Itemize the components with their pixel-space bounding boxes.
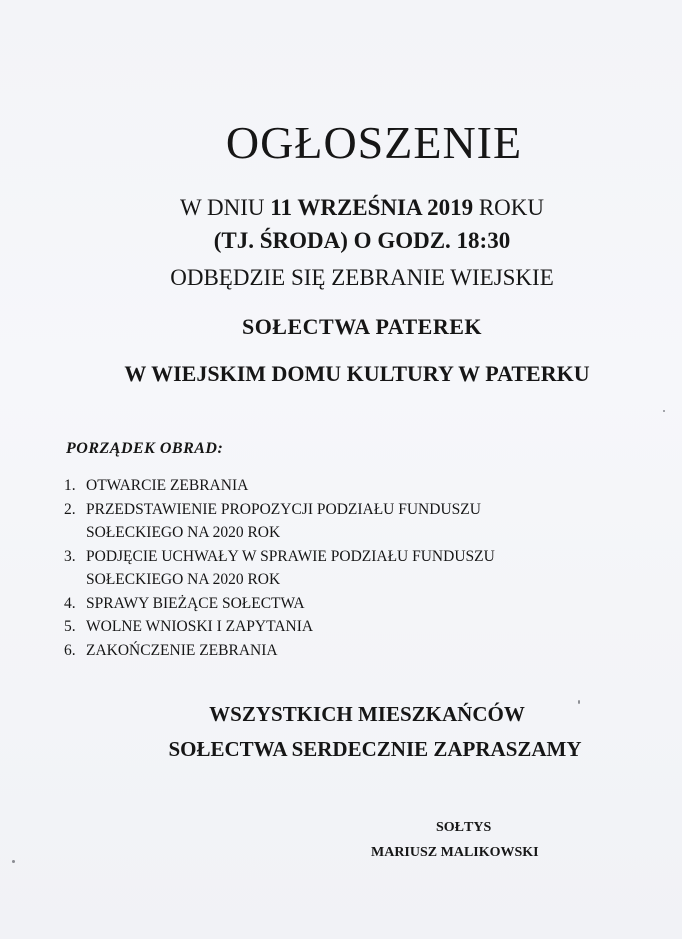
agenda-item-text-line: SOŁECKIEGO NA 2020 ROK: [86, 571, 281, 588]
meeting-date: 11 WRZEŚNIA 2019: [270, 195, 474, 220]
agenda-item: [64, 615, 495, 639]
agenda-item-text: ZAKOŃCZENIE ZEBRANIA: [86, 641, 278, 659]
meeting-description-line: ODBĘDZIE SIĘ ZEBRANIE WIEJSKIE: [170, 265, 554, 290]
agenda-item-text: OTWARCIE ZEBRANIA: [86, 477, 249, 494]
meeting-time-line: (TJ. ŚRODA) O GODZ. 18:30: [213, 228, 511, 253]
invitation-line-2: SOŁECTWA SERDECZNIE ZAPRASZAMY: [168, 737, 582, 761]
agenda-item: [64, 592, 495, 616]
agenda-heading: PORZĄDEK OBRAD:: [66, 440, 224, 457]
meeting-venue-line: W WIEJSKIM DOMU KULTURY W PATERKU: [124, 361, 590, 386]
agenda-item-number: 3.: [64, 547, 76, 565]
agenda-item: [64, 474, 495, 498]
agenda-item-text-line: PRZEDSTAWIENIE PROPOZYCJI PODZIAŁU FUNDUSZU: [86, 500, 481, 518]
signature-role: SOŁTYS: [436, 820, 492, 835]
agenda-item: [64, 545, 495, 592]
agenda-item-number: 1.: [64, 477, 76, 494]
agenda-item-number: 6.: [64, 641, 76, 659]
date-prefix: W DNIU: [179, 195, 271, 220]
signature-name: MARIUSZ MALIKOWSKI: [371, 845, 539, 860]
date-suffix: ROKU: [473, 195, 545, 220]
agenda-item-text-line: SOŁECKIEGO NA 2020 ROK: [86, 524, 281, 541]
agenda-list: [64, 474, 495, 662]
agenda-item-number: 2.: [64, 500, 76, 518]
agenda-item-text: [86, 498, 481, 545]
village-name-line: SOŁECTWA PATEREK: [241, 314, 483, 339]
invitation-line-1: WSZYSTKICH MIESZKAŃCÓW: [209, 702, 525, 726]
agenda-item-text-line: PODJĘCIE UCHWAŁY W SPRAWIE PODZIAŁU FUNDUSZU: [86, 547, 495, 565]
agenda-item-text: WOLNE WNIOSKI I ZAPYTANIA: [86, 618, 314, 635]
agenda-item-text: [86, 545, 495, 592]
paper-speck: [578, 700, 580, 704]
meeting-date-line: [0, 195, 682, 221]
agenda-item-text: SPRAWY BIEŻĄCE SOŁECTWA: [86, 594, 305, 612]
notice-title: OGŁOSZENIE: [225, 117, 523, 168]
paper-speck: [663, 410, 665, 412]
agenda-item: [64, 639, 495, 663]
agenda-item-number: 5.: [64, 618, 76, 635]
paper-speck: [12, 860, 15, 863]
agenda-item-number: 4.: [64, 594, 76, 612]
agenda-item: [64, 498, 495, 545]
